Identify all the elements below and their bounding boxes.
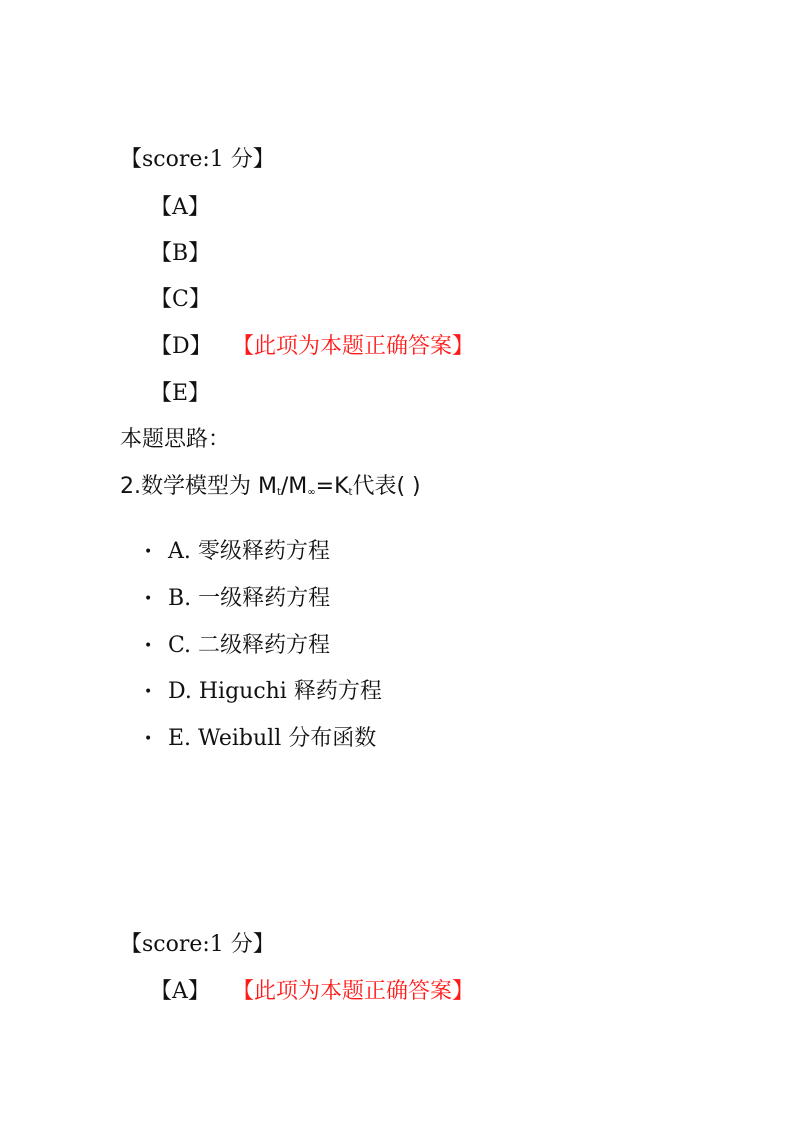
option-b-label: 【B】 xyxy=(150,241,211,266)
choice-text: C. 二级释药方程 xyxy=(168,633,331,658)
question-suffix: 代表( ) xyxy=(352,474,421,499)
option-a-label: 【A】 xyxy=(150,195,210,220)
option-c-label: 【C】 xyxy=(150,287,211,312)
choice-item xyxy=(0,585,794,613)
correct-answer-note: 【此项为本题正确答案】 xyxy=(232,334,475,359)
subscript-t2: t xyxy=(348,487,353,498)
subscript-t: t xyxy=(276,487,281,498)
bullet-icon: • xyxy=(144,731,153,747)
option-d-label: 【D】 xyxy=(150,334,212,359)
question-mid2: =K xyxy=(315,474,349,499)
choice-item xyxy=(0,538,794,566)
choice-text: D. Higuchi 释药方程 xyxy=(168,679,382,704)
option-e-label: 【E】 xyxy=(150,381,211,406)
subscript-infinity: ∞ xyxy=(307,487,316,498)
score-label: 【score:1 分】 xyxy=(120,147,275,172)
analysis-label: 本题思路： xyxy=(120,427,231,452)
correct-answer-note-2: 【此项为本题正确答案】 xyxy=(232,979,475,1004)
choice-item xyxy=(0,678,794,706)
choice-item xyxy=(0,725,794,753)
choice-text: B. 一级释药方程 xyxy=(168,586,331,611)
option-a-label-2: 【A】 xyxy=(150,979,210,1004)
bullet-icon: • xyxy=(144,684,153,700)
bullet-icon: • xyxy=(144,591,153,607)
question-prefix: 2.数学模型为 M xyxy=(120,474,277,499)
score-label-2: 【score:1 分】 xyxy=(120,932,275,957)
question-mid1: /M xyxy=(280,474,308,499)
choice-text: A. 零级释药方程 xyxy=(168,539,330,564)
bullet-icon: • xyxy=(144,544,153,560)
bullet-icon: • xyxy=(144,638,153,654)
question-title xyxy=(120,473,421,501)
choice-item xyxy=(0,632,794,660)
choice-text: E. Weibull 分布函数 xyxy=(168,726,377,751)
